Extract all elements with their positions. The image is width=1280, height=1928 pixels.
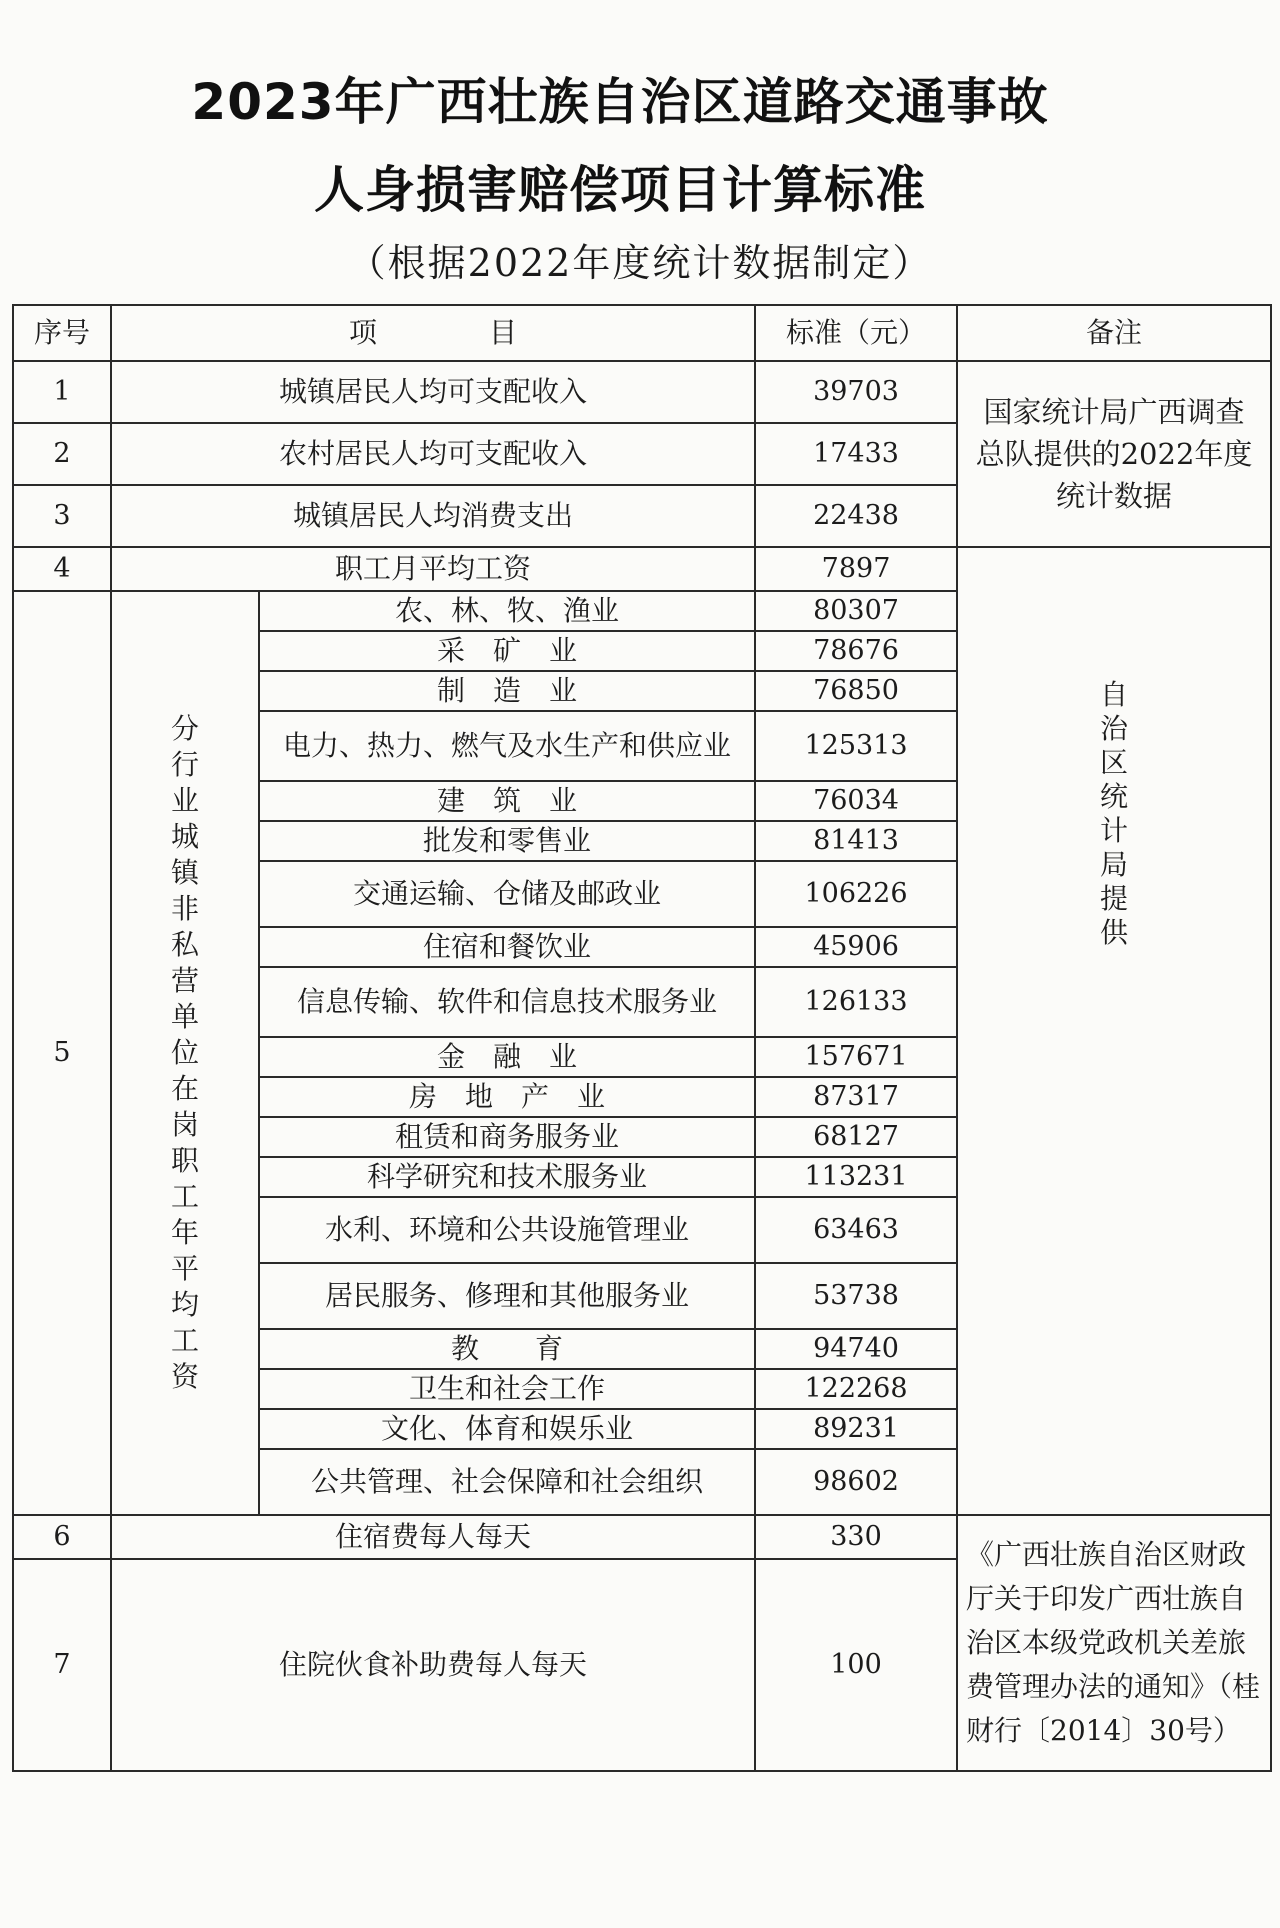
row-item: 农村居民人均可支配收入: [111, 423, 755, 485]
industry-value: 126133: [755, 967, 957, 1037]
row-value: 330: [755, 1515, 957, 1559]
industry-value: 125313: [755, 711, 957, 781]
row-seq: 3: [13, 485, 111, 547]
industry-value: 113231: [755, 1157, 957, 1197]
industry-name: 租赁和商务服务业: [259, 1117, 755, 1157]
industry-name: 教 育: [259, 1329, 755, 1369]
row-item: 住院伙食补助费每人每天: [111, 1559, 755, 1771]
industry-value: 98602: [755, 1449, 957, 1515]
row-value: 100: [755, 1559, 957, 1771]
row-seq: 5: [13, 591, 111, 1515]
table-row: [13, 547, 1271, 591]
industry-value: 106226: [755, 861, 957, 927]
industry-value: 68127: [755, 1117, 957, 1157]
row-value: 22438: [755, 485, 957, 547]
row-seq: 1: [13, 361, 111, 423]
industry-name: 文化、体育和娱乐业: [259, 1409, 755, 1449]
industry-value: 78676: [755, 631, 957, 671]
industry-name: 科学研究和技术服务业: [259, 1157, 755, 1197]
industry-value: 80307: [755, 591, 957, 631]
industry-name: 水利、环境和公共设施管理业: [259, 1197, 755, 1263]
industry-value: 76034: [755, 781, 957, 821]
document-title-line-1: 2023年广西壮族自治区道路交通事故: [191, 73, 1049, 131]
document-title-line-2: 人身损害赔偿项目计算标准: [314, 161, 926, 219]
industry-name: 批发和零售业: [259, 821, 755, 861]
row-item: 城镇居民人均可支配收入: [111, 361, 755, 423]
row-item: 城镇居民人均消费支出: [111, 485, 755, 547]
row-seq: 4: [13, 547, 111, 591]
row-value: 17433: [755, 423, 957, 485]
industry-value: 63463: [755, 1197, 957, 1263]
row-value: 7897: [755, 547, 957, 591]
header-seq: 序号: [13, 305, 111, 361]
row-seq: 7: [13, 1559, 111, 1771]
document-subtitle: （根据2022年度统计数据制定）: [347, 241, 933, 285]
industry-name: 金 融 业: [259, 1037, 755, 1077]
industry-name: 房 地 产 业: [259, 1077, 755, 1117]
industry-name: 住宿和餐饮业: [259, 927, 755, 967]
row-item: 住宿费每人每天: [111, 1515, 755, 1559]
industry-name: 农、林、牧、渔业: [259, 591, 755, 631]
industry-value: 87317: [755, 1077, 957, 1117]
industry-name: 采 矿 业: [259, 631, 755, 671]
table-header-row: [13, 305, 1271, 361]
row-value: 39703: [755, 361, 957, 423]
industry-name: 信息传输、软件和信息技术服务业: [259, 967, 755, 1037]
header-standard: 标准（元）: [755, 305, 957, 361]
industry-group-label: [111, 591, 259, 1515]
industry-value: 45906: [755, 927, 957, 967]
industry-value: 89231: [755, 1409, 957, 1449]
note-regional-stats-text: 自 治 区 统 计 局 提 供: [1100, 678, 1129, 949]
industry-name: 建 筑 业: [259, 781, 755, 821]
note-stats-bureau-survey: 国家统计局广西调查总队提供的2022年度统计数据: [957, 361, 1271, 547]
row-item: 职工月平均工资: [111, 547, 755, 591]
industry-name: 居民服务、修理和其他服务业: [259, 1263, 755, 1329]
industry-value: 122268: [755, 1369, 957, 1409]
note-regional-stats-bureau: [957, 547, 1271, 1515]
industry-value: 53738: [755, 1263, 957, 1329]
industry-name: 电力、热力、燃气及水生产和供应业: [259, 711, 755, 781]
industry-name: 公共管理、社会保障和社会组织: [259, 1449, 755, 1515]
table-row: [13, 1515, 1271, 1559]
table-row: [13, 361, 1271, 423]
compensation-standards-table: [12, 304, 1272, 1772]
industry-value: 81413: [755, 821, 957, 861]
note-travel-expense-regulation: 《广西壮族自治区财政厅关于印发广西壮族自治区本级党政机关差旅费管理办法的通知》（桂财行〔2014〕30号）: [957, 1515, 1271, 1771]
row-seq: 2: [13, 423, 111, 485]
industry-group-label-text: 分 行 业 城 镇 非 私 营 单 位 在 岗 职 工 年 平 均 工 资: [170, 711, 199, 1393]
industry-name: 交通运输、仓储及邮政业: [259, 861, 755, 927]
row-seq: 6: [13, 1515, 111, 1559]
industry-value: 76850: [755, 671, 957, 711]
industry-name: 制 造 业: [259, 671, 755, 711]
header-note: 备注: [957, 305, 1271, 361]
header-item: 项 目: [111, 305, 755, 361]
industry-value: 94740: [755, 1329, 957, 1369]
industry-name: 卫生和社会工作: [259, 1369, 755, 1409]
industry-value: 157671: [755, 1037, 957, 1077]
